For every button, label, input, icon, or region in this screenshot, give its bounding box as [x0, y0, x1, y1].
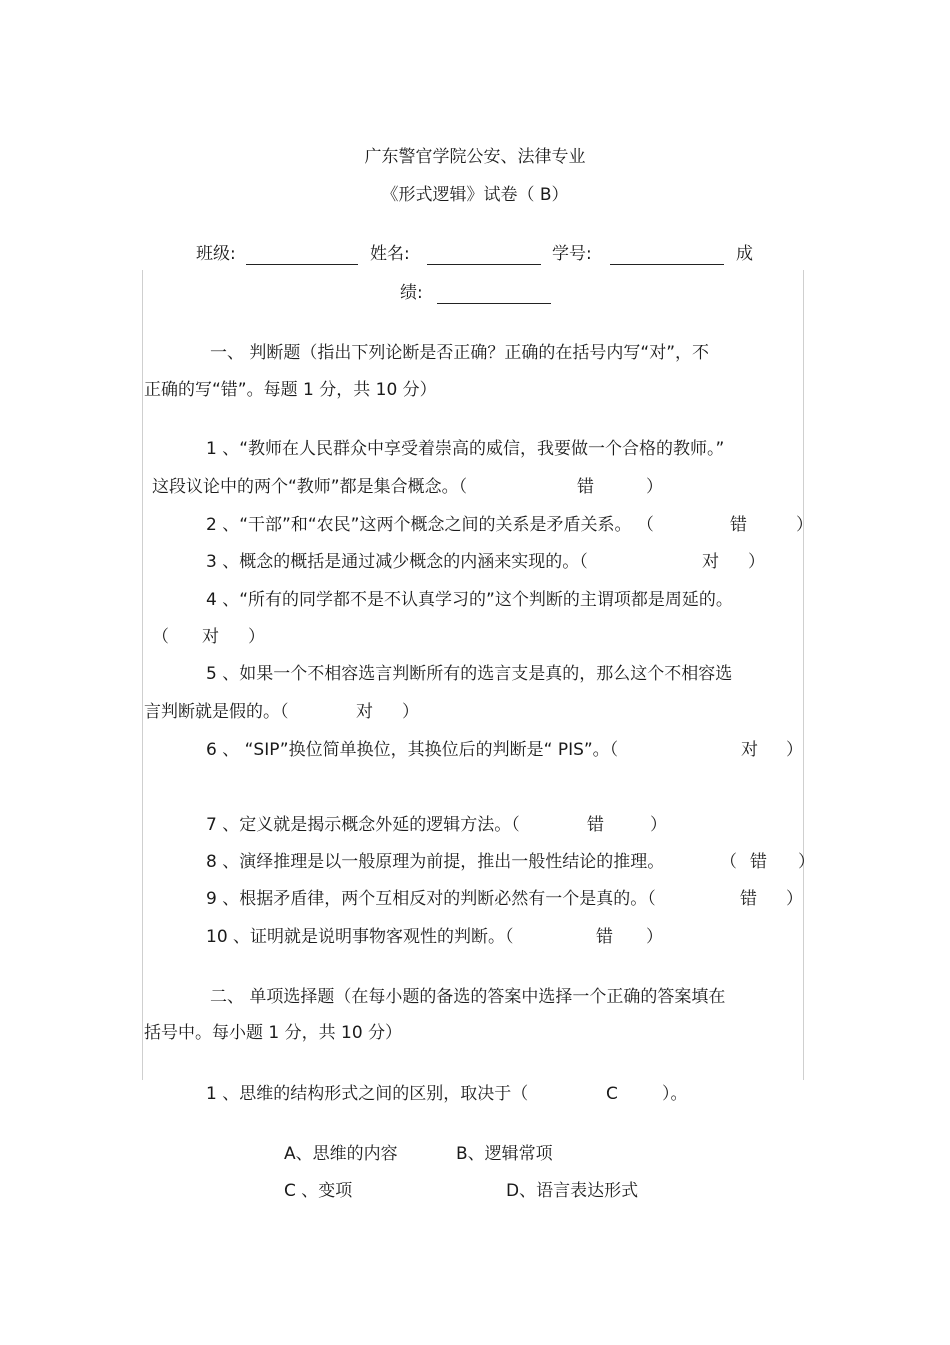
paren-close: ）	[650, 815, 667, 835]
paren-close: ）	[646, 927, 663, 947]
name-field[interactable]	[427, 243, 541, 265]
question-5-text: 5 、如果一个不相容选言判断所有的选言支是真的，那么这个不相容选	[206, 664, 733, 684]
question-1-answer: 错	[577, 477, 594, 497]
question-5-answer: 对	[356, 702, 373, 722]
option-a: A、思维的内容	[284, 1144, 398, 1164]
paren-close: ）	[786, 740, 803, 760]
student-id-label: 学号:	[552, 244, 592, 264]
paren-close: ）	[796, 515, 813, 535]
student-id-field[interactable]	[610, 243, 724, 265]
class-field[interactable]	[246, 243, 358, 265]
class-label: 班级:	[196, 244, 236, 264]
question-10-text: 10 、证明就是说明事物客观性的判断。（	[206, 927, 514, 947]
mc-question-1-text: 1 、思维的结构形式之间的区别，取决于（	[206, 1084, 529, 1104]
paren-close: ）	[786, 889, 803, 909]
question-9-text: 9 、根据矛盾律，两个互相反对的判断必然有一个是真的。（	[206, 889, 656, 909]
score-label-part2: 绩:	[400, 283, 423, 303]
option-c: C 、变项	[284, 1181, 353, 1201]
paren-close: ）	[748, 552, 765, 572]
question-2-answer: 错	[730, 515, 747, 535]
question-8-text: 8 、演绎推理是以一般原理为前提，推出一般性结论的推理。	[206, 852, 665, 872]
question-6-text: 6 、 “SIP”换位简单换位，其换位后的判断是“ PIS”。（	[206, 740, 619, 760]
section1-title: 一、 判断题（指出下列论断是否正确？正确的在括号内写“对”，不	[210, 343, 710, 363]
section1-title-cont: 正确的写“错”。每题 1 分，共 10 分）	[144, 380, 437, 400]
question-4-answer: 对	[202, 627, 219, 647]
paren-close: ）	[798, 852, 815, 872]
question-7-answer: 错	[587, 815, 604, 835]
question-6-answer: 对	[741, 740, 758, 760]
question-4-text-cont: （	[152, 627, 169, 647]
section2-title: 二、 单项选择题（在每小题的备选的答案中选择一个正确的答案填在	[210, 987, 726, 1007]
score-label-part1: 成	[736, 244, 753, 264]
question-8-answer: 错	[750, 852, 767, 872]
paren-close: ）	[402, 702, 419, 722]
question-4-text: 4 、“所有的同学都不是不认真学习的”这个判断的主谓项都是周延的。	[206, 590, 733, 610]
question-5-text-cont: 言判断就是假的。（	[144, 702, 289, 722]
option-b: B、逻辑常项	[456, 1144, 553, 1164]
question-1-text-cont: 这段议论中的两个“教师”都是集合概念。（	[152, 477, 468, 497]
name-label: 姓名:	[370, 244, 410, 264]
question-10-answer: 错	[596, 927, 613, 947]
paren-close: ）	[248, 627, 265, 647]
question-7-text: 7 、定义就是揭示概念外延的逻辑方法。（	[206, 815, 520, 835]
question-3-text: 3 、概念的概括是通过减少概念的内涵来实现的。（	[206, 552, 588, 572]
question-9-answer: 错	[740, 889, 757, 909]
score-field[interactable]	[437, 282, 551, 304]
mc-question-1-answer: C	[606, 1084, 618, 1104]
question-3-answer: 对	[702, 552, 719, 572]
section2-title-cont: 括号中。每小题 1 分，共 10 分）	[144, 1023, 403, 1043]
exam-paper-title: 《形式逻辑》试卷（ B）	[381, 185, 569, 205]
paren-open: （	[720, 852, 737, 872]
mc-question-1-end: ）。	[662, 1084, 688, 1104]
paren-close: ）	[646, 477, 663, 497]
question-2-text: 2 、“干部”和“农民”这两个概念之间的关系是矛盾关系。 （	[206, 515, 654, 535]
option-d: D、语言表达形式	[506, 1181, 639, 1201]
exam-school-title: 广东警官学院公安、法律专业	[364, 147, 586, 167]
question-1-text: 1 、“教师在人民群众中享受着崇高的威信，我要做一个合格的教师。”	[206, 439, 725, 459]
